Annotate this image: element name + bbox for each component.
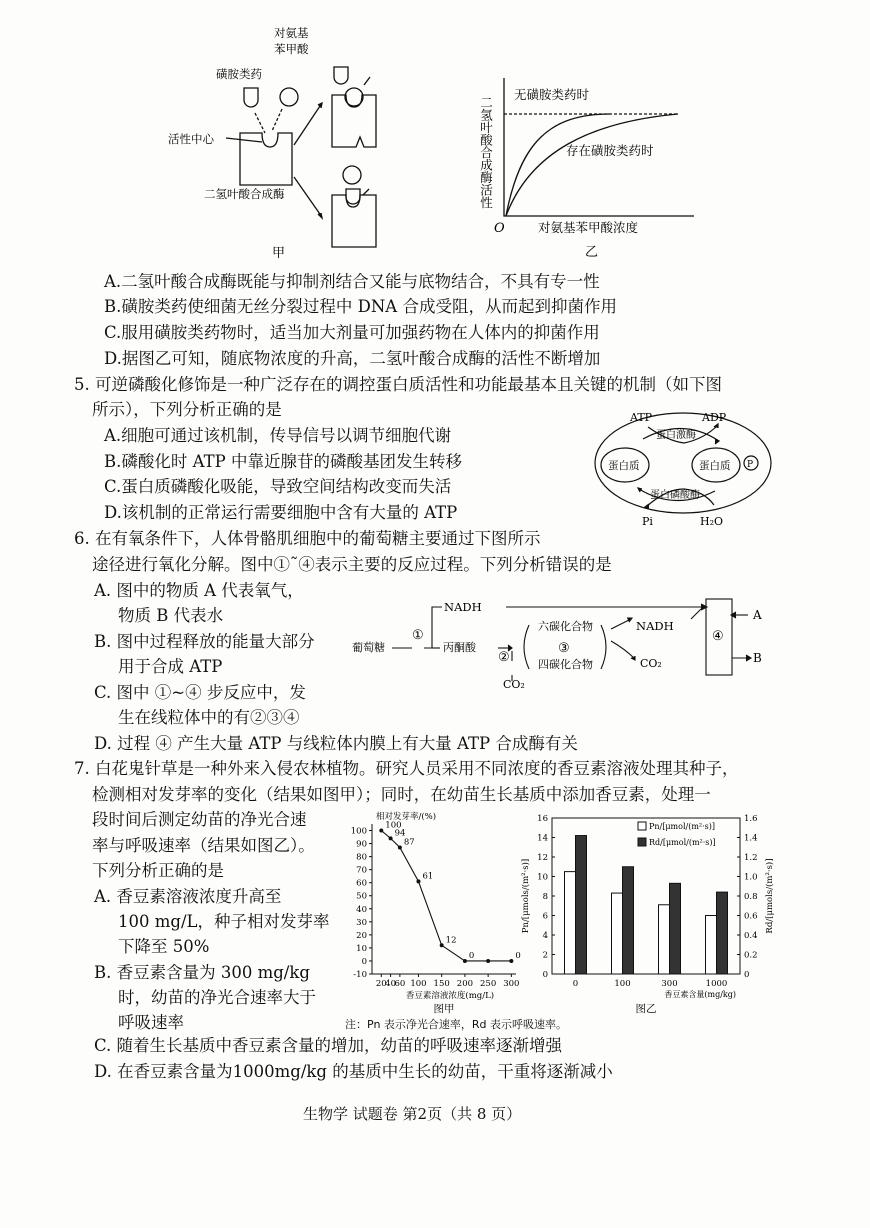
jia-ytick-label: 20 xyxy=(356,930,367,941)
q6-stem-2: 途径进行氧化分解。图中①˜④表示主要的反应过程。下列分析错误的是 xyxy=(92,555,612,574)
yi-bar-rd xyxy=(623,867,634,974)
jia-point-label: 100 xyxy=(385,820,402,831)
paba-label-1: 对氨基 xyxy=(274,26,309,40)
q7-note: 注：Pn 表示净光合速率，Rd 表示呼吸速率。 xyxy=(345,1018,568,1031)
yi-origin: O xyxy=(494,221,505,236)
substance-a-label: A xyxy=(753,608,762,622)
q6-option-a-2: 物质 B 代表水 xyxy=(118,606,224,625)
jia-point-label: 0 xyxy=(468,950,475,961)
nadh-label-1: NADH xyxy=(444,600,482,614)
yi-bar-pn xyxy=(565,872,576,974)
jia-xtick-label: 200 xyxy=(456,979,474,989)
q6-option-a-1: A. 图中的物质 A 代表氧气， xyxy=(94,581,304,600)
jia-ytick-label: 30 xyxy=(356,917,367,928)
jia-point-label: 0 xyxy=(515,950,521,961)
fig-yi-caption: 乙 xyxy=(585,245,599,260)
q6-stem-1: 6. 在有氧条件下，人体骨骼肌细胞中的葡萄糖主要通过下图所示 xyxy=(74,529,541,548)
jia-point-label: 61 xyxy=(422,871,434,882)
yi-ytick-right-label: 1.0 xyxy=(744,872,758,883)
q7-option-b-2: 时，幼苗的净光合速率大于 xyxy=(118,988,316,1007)
q4-option-b: B.磺胺类药使细菌无丝分裂过程中 DNA 合成受阻，从而起到抑菌作用 xyxy=(104,297,617,316)
curve2-label: 存在磺胺类药时 xyxy=(566,143,654,158)
q7-option-a-2: 100 mg/L，种子相对发芽率 xyxy=(118,912,330,931)
yi-ytick-left-label: 0 xyxy=(542,970,548,980)
jia-point-label: 94 xyxy=(394,828,406,839)
adp-label: ADP xyxy=(702,411,727,424)
yi-ytick-left-label: 16 xyxy=(537,814,548,824)
q7-stem-1: 7. 白花鬼针草是一种外来入侵农林植物。研究人员采用不同浓度的香豆素溶液处理其种子， xyxy=(74,759,739,778)
yi-caption: 图乙 xyxy=(635,1003,657,1015)
jia-caption: 图甲 xyxy=(433,1003,455,1015)
step2-label: ② xyxy=(498,650,510,665)
yi-bar-pn xyxy=(706,916,717,975)
q7-stem-3: 段时间后测定幼苗的净光合速 xyxy=(92,810,307,829)
yi-xtick-label: 300 xyxy=(661,979,678,989)
yi-ytick-left-label: 4 xyxy=(542,931,548,941)
step4-label: ④ xyxy=(712,629,724,644)
yi-ytick-right-label: 0 xyxy=(744,970,750,980)
jia-point-label: 87 xyxy=(403,837,415,848)
jia-xtick-label: 250 xyxy=(480,979,497,989)
yi-legend-swatch-rd xyxy=(638,838,646,846)
jia-title: 相对发芽率/(%) xyxy=(376,812,437,822)
jia-xtick-label: 100 xyxy=(410,979,427,989)
atp-label: ATP xyxy=(630,411,653,424)
q5-stem-1: 5. 可逆磷酸化修饰是一种广泛存在的调控蛋白质活性和功能最基本且关键的机制（如下图 xyxy=(74,375,722,394)
paba-circle xyxy=(280,88,298,106)
yi-ytick-right-label: 1.6 xyxy=(744,814,758,824)
yi-bar-rd xyxy=(670,883,681,974)
q7-option-b-1: B. 香豆素含量为 300 mg/kg xyxy=(94,963,310,982)
yi-ytick-left-label: 2 xyxy=(542,950,548,961)
jia-axes xyxy=(372,824,516,974)
substance-b-label: B xyxy=(753,651,762,665)
yi-legend-swatch-pn xyxy=(638,822,646,830)
yi-xtick-label: 100 xyxy=(614,979,631,989)
jia-ytick-label: 90 xyxy=(356,839,367,850)
q7-stem-4: 率与呼吸速率（结果如图乙）。 xyxy=(92,836,315,855)
glucose-label: 葡萄糖 xyxy=(352,641,385,654)
yi-ytick-right-label: 0.2 xyxy=(744,950,758,961)
q6-option-c-2: 生在线粒体中的有②③④ xyxy=(118,708,300,727)
yi-ytick-right-label: 1.4 xyxy=(744,833,758,844)
jia-ytick-label: -10 xyxy=(353,970,367,980)
yi-ylabel-left: Pn/[μmols/(m²·s)] xyxy=(521,858,531,934)
jia-ytick-label: 50 xyxy=(356,891,367,902)
yi-ytick-left-label: 14 xyxy=(537,833,548,844)
q4-option-a: A.二氢叶酸合成酶既能与抑制剂结合又能与底物结合，不具有专一性 xyxy=(104,272,600,291)
q5-option-a: A.细胞可通过该机制，传导信号以调节细胞代谢 xyxy=(104,426,452,445)
jia-ytick-label: 0 xyxy=(361,956,367,967)
yi-ytick-left-label: 8 xyxy=(542,892,548,902)
step1-label: ① xyxy=(412,628,424,643)
yi-ytick-left-label: 10 xyxy=(537,872,548,883)
q5-option-b: B.磷酸化时 ATP 中靠近腺苷的磷酸基团发生转移 xyxy=(104,452,462,471)
sulfa-label: 磺胺类药 xyxy=(216,67,262,81)
four-carbon-label: 四碳化合物 xyxy=(538,658,593,671)
curve-with-drug xyxy=(506,114,678,216)
jia-xtick-label: 40 xyxy=(385,979,396,989)
yi-bar-pn xyxy=(659,905,670,974)
yi-xlabel: 对氨基苯甲酸浓度 xyxy=(538,220,639,235)
yi-ytick-right-label: 0.8 xyxy=(744,892,758,902)
yi-ytick-right-label: 0.4 xyxy=(744,931,758,941)
jia-xtick-label: 60 xyxy=(394,979,406,989)
jia-point-label: 12 xyxy=(445,935,457,946)
jia-point xyxy=(398,845,402,849)
jia-ytick-label: 100 xyxy=(350,826,367,837)
jia-xtick-label: 20 xyxy=(375,979,387,989)
active-site-label: 活性中心 xyxy=(168,132,214,146)
figure-yi xyxy=(470,72,700,272)
phosphatase-label: 蛋白磷酸酶 xyxy=(650,490,700,501)
yi-ylabel-right: Rd/[μmols/(m²·s)] xyxy=(765,858,775,934)
q7-option-a-3: 下降至 50% xyxy=(118,937,210,956)
jia-ytick-label: 70 xyxy=(356,865,367,876)
q4-option-c: C.服用磺胺类药物时，适当加大剂量可加强药物在人体内的抑菌作用 xyxy=(104,323,600,342)
co2-label-2: CO₂ xyxy=(640,657,662,670)
jia-xlabel: 香豆素溶液浓度(mg/L) xyxy=(405,991,495,1001)
co2-label-1: CO₂ xyxy=(503,678,525,691)
q5-option-c: C.蛋白质磷酸化吸能，导致空间结构改变而失活 xyxy=(104,477,452,496)
sulfa-drug-shape xyxy=(244,88,258,107)
q5-stem-2: 所示），下列分析正确的是 xyxy=(92,400,282,419)
six-carbon-label: 六碳化合物 xyxy=(538,620,593,633)
respiration-diagram xyxy=(348,595,778,695)
yi-ytick-left-label: 6 xyxy=(542,911,548,922)
jia-point xyxy=(389,836,393,840)
jia-point xyxy=(379,829,383,833)
pyruvate-label: 丙酮酸 xyxy=(443,641,476,654)
phosphorylation-diagram xyxy=(588,405,778,533)
curve1-label: 无磺胺类药时 xyxy=(514,87,590,102)
jia-point xyxy=(486,959,490,963)
jia-point xyxy=(463,959,467,963)
q7-option-a-1: A. 香豆素溶液浓度升高至 xyxy=(94,887,282,906)
h2o-label: H₂O xyxy=(700,515,724,528)
chart-germination xyxy=(338,810,526,1020)
jia-xtick-label: 300 xyxy=(503,979,520,989)
yi-ytick-right-label: 1.2 xyxy=(744,853,758,863)
yi-xtick-label: 0 xyxy=(572,979,579,989)
q6-option-c-1: C. 图中 ①~④ 步反应中，发 xyxy=(94,683,306,702)
q7-stem-5: 下列分析正确的是 xyxy=(92,861,224,880)
yi-ytick-left-label: 12 xyxy=(537,853,548,863)
fig-jia-caption: 甲 xyxy=(272,246,286,261)
jia-point xyxy=(416,879,420,883)
jia-xtick-label: 150 xyxy=(433,979,450,989)
kinase-label: 蛋白激酶 xyxy=(656,430,696,441)
yi-ylabel: 二氢叶酸合成酶活性 xyxy=(478,96,494,209)
nadh-label-2: NADH xyxy=(636,619,674,633)
pi-label: Pi xyxy=(642,515,653,528)
protein-label: 蛋白质 xyxy=(608,460,640,472)
q4-option-d: D.据图乙可知，随底物浓度的升高，二氢叶酸合成酶的活性不断增加 xyxy=(104,349,601,368)
yi-bar-pn xyxy=(612,893,623,974)
jia-point xyxy=(440,943,444,947)
curve-no-drug xyxy=(506,114,610,216)
jia-ytick-label: 80 xyxy=(356,852,367,863)
q5-option-d: D.该机制的正常运行需要细胞中含有大量的 ATP xyxy=(104,503,458,522)
q6-option-d: D. 过程 ④ 产生大量 ATP 与线粒体内膜上有大量 ATP 合成酶有关 xyxy=(94,734,578,753)
page-footer: 生物学 试题卷 第2页（共 8 页） xyxy=(303,1105,522,1123)
q6-option-b-2: 用于合成 ATP xyxy=(118,657,223,676)
q7-option-d: D. 在香豆素含量为1000mg/kg 的基质中生长的幼苗，干重将逐渐减小 xyxy=(94,1062,613,1081)
protein-p-label: 蛋白质 xyxy=(699,460,731,472)
q7-option-c: C. 随着生长基质中香豆素含量的增加，幼苗的呼吸速率逐渐增强 xyxy=(94,1036,563,1055)
step3-label: ③ xyxy=(558,641,570,656)
figure-jia xyxy=(160,5,400,263)
yi-ytick-right-label: 0.6 xyxy=(744,911,758,922)
jia-ytick-label: 40 xyxy=(356,904,367,915)
yi-xtick-label: 1000 xyxy=(705,979,728,989)
jia-point xyxy=(509,959,513,963)
paba-label-2: 苯甲酸 xyxy=(274,42,309,56)
q7-option-b-3: 呼吸速率 xyxy=(118,1013,184,1032)
yi-bar-rd xyxy=(717,892,728,974)
yi-legend-rd: Rd/[μmol/(m²·s)] xyxy=(649,838,716,847)
enzyme-label: 二氢叶酸合成酶 xyxy=(204,187,285,201)
q7-stem-2: 检测相对发芽率的变化（结果如图甲）；同时，在幼苗生长基质中添加香豆素，处理一 xyxy=(92,785,711,804)
yi-bar-rd xyxy=(576,836,587,974)
jia-ytick-label: 60 xyxy=(356,878,367,889)
jia-ytick-label: 10 xyxy=(356,943,367,954)
phosphate-label: P xyxy=(747,460,754,470)
chart-photosynthesis xyxy=(518,808,780,1020)
q6-option-b-1: B. 图中过程释放的能量大部分 xyxy=(94,632,315,651)
yi-legend-pn: Pn/[μmol/(m²·s)] xyxy=(649,822,716,831)
yi-xlabel: 香豆素含量(mg/kg) xyxy=(664,990,736,999)
